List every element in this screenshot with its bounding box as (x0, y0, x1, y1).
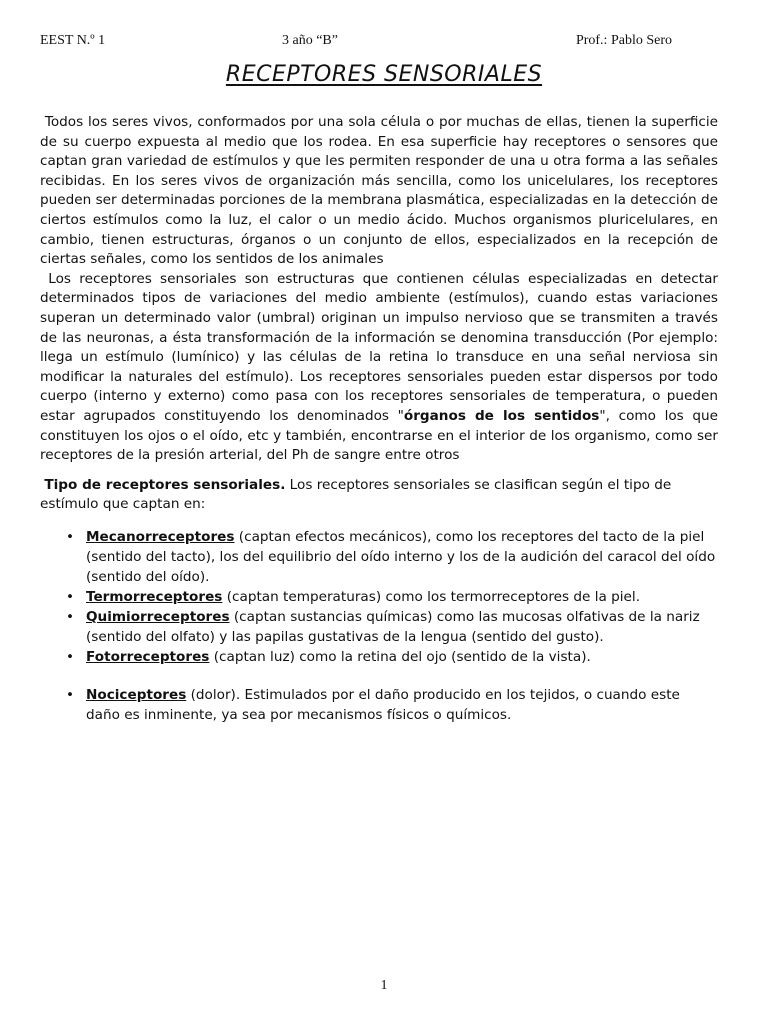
receptor-desc: (captan efectos mecánicos), como los receptores del tacto de la piel (sentido del tacto), los del equilibrio del oído interno y los de la audición del caracol del oído (sentido del oído). (86, 528, 716, 585)
school-name: EEST N.º 1 (40, 33, 106, 48)
list-item (40, 587, 718, 607)
receptor-desc: (captan luz) como la retina del ojo (sentido de la vista). (209, 648, 591, 665)
intro-paragraph-2-text-a: Los receptores sensoriales son estructuras que contienen células especializadas en detectar determinados tipos de variaciones del medio ambiente (estímulos), cuando estas variaciones superan un determinado valor (umbral) originan un impulso nervioso que se transmiten a través de las neuronas, a ésta transformación de la información se denomina transducción (Por ejemplo: llega un estímulo (lumínico) y las células de la retina lo transduce en una señal nerviosa sin modificar la naturales del estímulo). Los receptores sensoriales pueden estar dispersos por todo cuerpo (interno y externo) como pasa con los receptores sensoriales de temperatura, o pueden estar agrupados constituyendo los denominados " (40, 270, 718, 424)
receptor-types-list (40, 527, 718, 725)
receptor-term: Fotorreceptores (86, 648, 210, 665)
document-title: RECEPTORES SENSORIALES (225, 62, 543, 87)
intro-paragraph-1-text: Todos los seres vivos, conformados por una sola célula o por muchas de ellas, tienen la superficie de su cuerpo expuesta al medio que los rodea. En esa superficie hay receptores o sensores que captan gran variedad de estímulos y que les permiten responder de una u otra forma a las señales recibidas. En los seres vivos de organización más sencilla, como los unicelulares, los receptores pueden ser determinadas porciones de la membrana plasmática, especializadas en la detección de ciertos estímulos como la luz, el calor o un medio ácido. Muchos organismos pluricelulares, en cambio, tienen estructuras, órganos o un conjunto de ellos, especializados en la recepción de ciertas señales, como los sentidos de los animales (40, 114, 719, 268)
receptor-desc: (captan temperaturas) como los termorreceptores de la piel. (222, 588, 641, 605)
list-item (40, 647, 718, 667)
list-item (40, 607, 718, 647)
document-body (40, 113, 718, 725)
bullet-icon: • (66, 686, 75, 703)
bullet-icon: • (66, 608, 75, 625)
page-header (40, 33, 672, 51)
bullet-icon: • (66, 528, 75, 545)
organos-sentidos-bold: órganos de los sentidos (403, 407, 600, 424)
list-item (40, 685, 718, 725)
course-name: 3 año “B” (282, 33, 338, 48)
intro-paragraph-1 (40, 113, 718, 270)
intro-paragraph-2-text-b: ", como los que constituyen los ojos o el oído, etc y también, encontrarse en el interior de los organismo, como ser receptores de la presión arterial, del Ph de sangre entre otros (40, 407, 718, 464)
list-item (40, 527, 718, 587)
types-heading: Tipo de receptores sensoriales. (44, 476, 286, 493)
receptor-term: Mecanorreceptores (86, 528, 235, 545)
bullet-icon: • (66, 648, 75, 665)
page-number: 1 (380, 978, 388, 993)
receptor-desc: (dolor). Estimulados por el daño producido en los tejidos, o cuando este daño es inminente, ya sea por mecanismos físicos o químicos. (86, 686, 680, 723)
intro-paragraph-2 (40, 270, 718, 466)
types-intro-text: Los receptores sensoriales se clasifican según el tipo de estímulo que captan en: (40, 476, 672, 513)
receptor-desc: (captan sustancias químicas) como las mucosas olfativas de la nariz (sentido del olfato) y las papilas gustativas de la lengua (sentido del gusto). (86, 608, 700, 645)
teacher-name: Prof.: Pablo Sero (575, 33, 672, 48)
receptor-term: Termorreceptores (86, 588, 223, 605)
receptor-term: Nociceptores (86, 686, 187, 703)
bullet-icon: • (66, 588, 75, 605)
receptor-term: Quimiorreceptores (86, 608, 230, 625)
types-intro (40, 476, 718, 515)
